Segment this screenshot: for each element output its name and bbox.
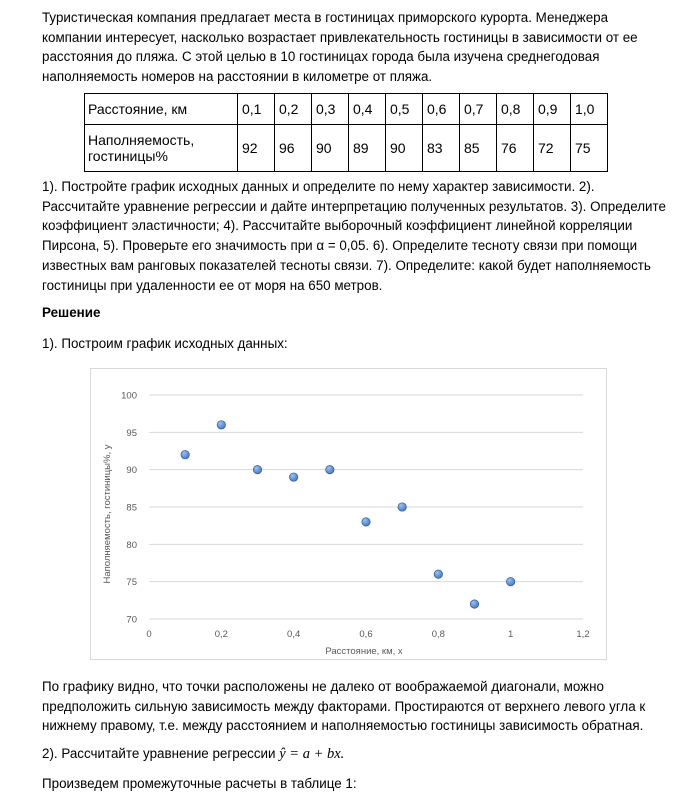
data-point xyxy=(253,465,261,473)
table-cell: 0,9 xyxy=(534,94,571,125)
table-row-occupancy xyxy=(85,125,608,172)
y-tick-label: 100 xyxy=(121,390,137,402)
y-tick-label: 95 xyxy=(126,427,137,439)
table-cell: 76 xyxy=(497,125,534,172)
x-tick-label: 0 xyxy=(146,629,152,640)
y-tick-label: 80 xyxy=(126,539,137,551)
data-point xyxy=(217,421,225,429)
table-row-label-line1: Наполняемость, xyxy=(88,132,195,148)
table-cell: 92 xyxy=(238,125,275,172)
table-row-label xyxy=(85,125,238,172)
table-row-label-line2: гостиницы% xyxy=(88,148,168,164)
table-cell: 0,3 xyxy=(312,94,349,125)
table-cell: 0,1 xyxy=(238,94,275,125)
table-cell: 89 xyxy=(349,125,386,172)
step2-text: 2). Рассчитайте уравнение регрессии xyxy=(42,746,276,761)
y-tick-label: 70 xyxy=(126,614,137,626)
table-cell: 72 xyxy=(534,125,571,172)
table-cell: 96 xyxy=(275,125,312,172)
table-cell: 0,4 xyxy=(349,94,386,125)
data-point xyxy=(289,473,297,481)
table-cell: 0,2 xyxy=(275,94,312,125)
solution-heading: Решение xyxy=(42,305,101,320)
x-tick-label: 1 xyxy=(508,629,514,640)
data-point xyxy=(326,465,334,473)
data-point xyxy=(398,503,406,511)
table-cell: 90 xyxy=(312,125,349,172)
x-tick-label: 0,4 xyxy=(287,629,301,640)
data-point xyxy=(434,570,442,578)
table-cell: 75 xyxy=(571,125,608,172)
table-cell: 85 xyxy=(460,125,497,172)
intro-paragraph: Туристическая компания предлагает места в гостиницах приморского курорта. Менеджера компании интересует, насколько возрастает привлекательность гостиницы в зависимости от ее расстояния до пляжа. С этой целью в 10 гостиницах города была изучена среднегодовая наполняемость номеров на расстоянии в километре от пляжа. xyxy=(42,10,638,85)
regression-formula: ŷ = a + bx. xyxy=(279,746,345,762)
x-tick-label: 0,8 xyxy=(431,629,445,640)
step3-text: Произведем промежуточные расчеты в таблице 1: xyxy=(42,776,357,791)
table-cell: 1,0 xyxy=(571,94,608,125)
table-cell: 0,8 xyxy=(497,94,534,125)
data-point xyxy=(181,451,189,459)
y-axis-label: Наполняемость, гостиницы%, y xyxy=(102,444,113,584)
y-tick-label: 85 xyxy=(126,502,137,514)
conclusion-paragraph: По графику видно, что точки расположены не далеко от воображаемой диагонали, можно предположить сильную зависимость между факторами. Простираются от верхнего левого угла к нижнему правому, т.е. между расстоянием и наполняемостью гостиницы зависимость обратная. xyxy=(42,679,646,734)
chart-svg xyxy=(91,369,608,661)
step1-text: 1). Построим график исходных данных: xyxy=(42,336,288,351)
data-point xyxy=(506,577,514,585)
table-row-distance xyxy=(85,94,608,125)
table-cell: 0,5 xyxy=(386,94,423,125)
table-row-label: Расстояние, км xyxy=(85,94,238,125)
step2-paragraph xyxy=(42,744,670,765)
tasks-paragraph: 1). Постройте график исходных данных и определите по нему характер зависимости. 2). Рассчитайте уравнение регрессии и дайте интерпретацию полученных результатов. 3). Определите коэффициент эластичности; 4). Рассчитайте выборочный коэффициент линейной корреляции Пирсона, 5). Проверьте его значимость при α = 0,05. 6). Определите тесноту связи при помощи известных вам ранговых показателей тесноты связи. 7). Определите: какой будет наполняемость гостиницы при удаленности ее от моря на 650 метров. xyxy=(42,179,666,293)
table-cell: 90 xyxy=(386,125,423,172)
data-table xyxy=(84,93,608,172)
x-tick-label: 0,2 xyxy=(214,629,228,640)
data-point xyxy=(470,600,478,608)
data-point xyxy=(362,518,370,526)
x-axis-label: Расстояние, км, x xyxy=(325,646,403,657)
table-cell: 0,7 xyxy=(460,94,497,125)
table-cell: 0,6 xyxy=(423,94,460,125)
scatter-chart xyxy=(90,368,607,660)
y-tick-label: 90 xyxy=(126,465,137,477)
y-tick-label: 75 xyxy=(126,577,137,589)
table-cell: 83 xyxy=(423,125,460,172)
x-tick-label: 0,6 xyxy=(359,629,373,640)
x-tick-label: 1,2 xyxy=(576,629,590,640)
